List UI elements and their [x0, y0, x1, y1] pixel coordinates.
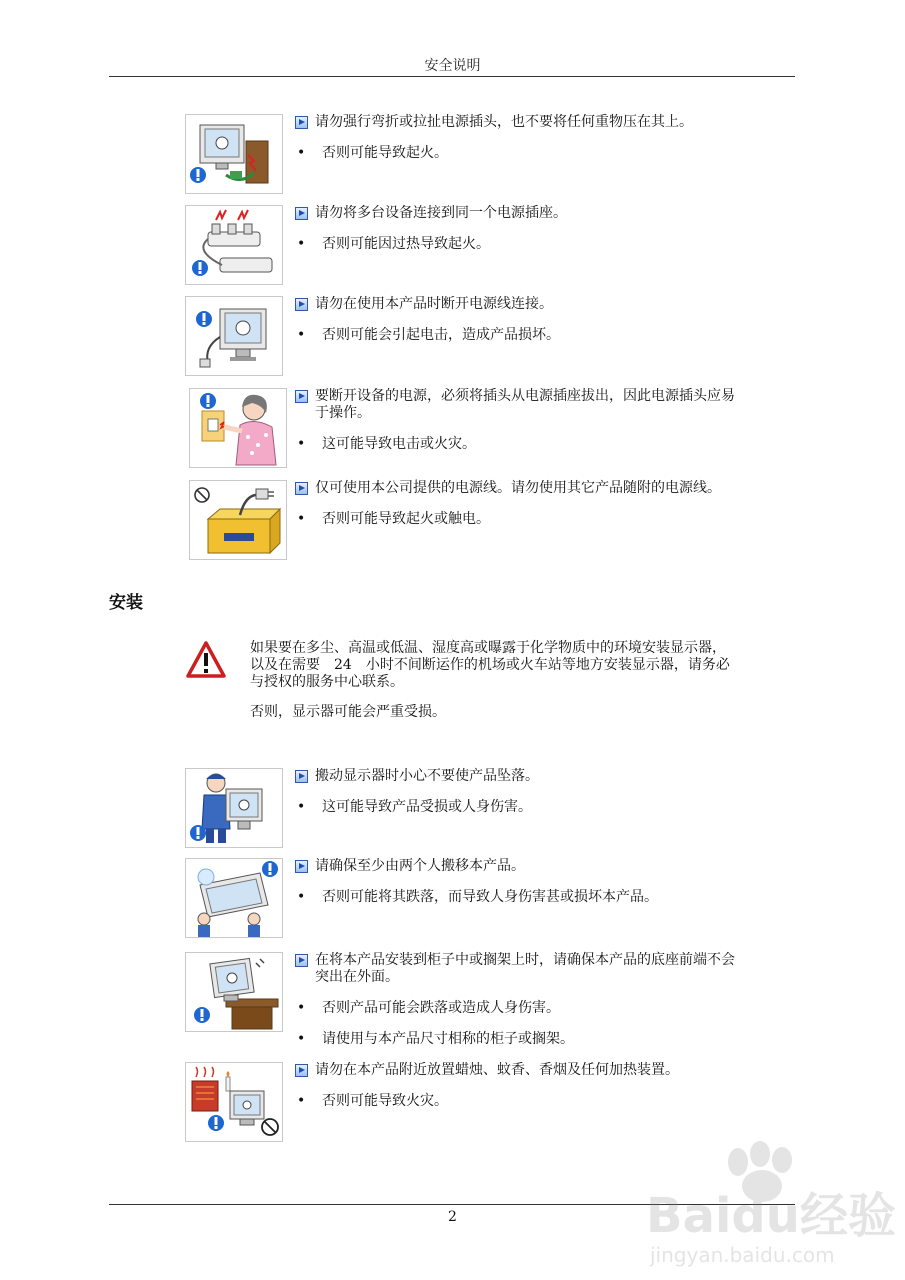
play-bullet-icon	[295, 390, 308, 403]
bullet-text: 否则可能导致起火或触电。	[322, 511, 490, 527]
bullet-dot: •	[297, 799, 306, 815]
play-bullet-icon	[295, 860, 308, 873]
item-title: 要断开设备的电源，必须将插头从电源插座拔出，因此电源插头应易于操作。	[315, 388, 735, 421]
item-title: 请勿强行弯折或拉扯电源插头，也不要将任何重物压在其上。	[315, 114, 693, 130]
bullet-dot: •	[297, 1093, 306, 1109]
warning-triangle-icon	[185, 640, 227, 680]
baidu-watermark-logo	[640, 1140, 896, 1270]
bullet-text: 这可能导致电击或火灾。	[322, 436, 476, 452]
bent-plug-icon	[185, 114, 283, 194]
svg-text:Baidu经验: Baidu经验	[646, 1188, 896, 1244]
woman-unplugging-icon	[189, 388, 287, 468]
bullet-text: 否则可能导致起火。	[322, 145, 448, 161]
play-bullet-icon	[295, 207, 308, 220]
bullet-dot: •	[297, 145, 306, 161]
item-title: 仅可使用本公司提供的电源线。请勿使用其它产品随附的电源线。	[315, 480, 721, 496]
section-heading: 安装	[109, 593, 143, 613]
overloaded-outlet-icon	[185, 205, 283, 285]
bullet-dot: •	[297, 1031, 306, 1047]
item-bullet	[295, 436, 735, 453]
item-title: 搬动显示器时小心不要使产品坠落。	[315, 768, 539, 784]
play-bullet-icon	[295, 116, 308, 129]
page-header-title: 安全说明	[424, 58, 481, 74]
power-cord-box-icon	[189, 480, 287, 560]
bullet-dot: •	[297, 511, 306, 527]
play-bullet-icon	[295, 1064, 308, 1077]
bullet-dot: •	[297, 236, 306, 252]
bullet-text: 否则可能导致火灾。	[322, 1093, 448, 1109]
item-title: 请勿在使用本产品时断开电源线连接。	[315, 296, 553, 312]
bullet-text: 否则可能因过热导致起火。	[322, 236, 490, 252]
bullet-text: 否则产品可能会跌落或造成人身伤害。	[322, 1000, 560, 1016]
item-bullet	[295, 327, 735, 344]
item-bullet	[295, 799, 735, 816]
monitor-on-shelf-icon	[185, 952, 283, 1032]
bullet-dot: •	[297, 327, 306, 343]
play-bullet-icon	[295, 954, 308, 967]
bullet-dot: •	[297, 1000, 306, 1016]
warning-paragraph: 如果要在多尘、高温或低温、湿度高或曝露于化学物质中的环境安装显示器，以及在需要 24 小时不间断运作的机场或火车站等地方安装显示器，请务必与授权的服务中心联系。	[250, 640, 730, 690]
svg-text:jingyan.baidu.com: jingyan.baidu.com	[650, 1243, 835, 1267]
bullet-dot: •	[297, 889, 306, 905]
bullet-text: 否则可能会引起电击，造成产品损坏。	[322, 327, 560, 343]
item-title: 请勿在本产品附近放置蜡烛、蚊香、香烟及任何加热装置。	[315, 1062, 679, 1078]
item-bullet	[295, 1093, 735, 1110]
item-bullet	[295, 511, 735, 528]
item-title: 请确保至少由两个人搬移本产品。	[315, 858, 525, 874]
bullet-text: 否则可能将其跌落，而导致人身伤害甚或损坏本产品。	[322, 889, 658, 905]
play-bullet-icon	[295, 770, 308, 783]
item-bullet	[295, 889, 735, 906]
item-title: 在将本产品安装到柜子中或搁架上时，请确保本产品的底座前端不会突出在外面。	[315, 952, 735, 985]
unplug-monitor-icon	[185, 296, 283, 376]
item-bullet	[295, 1031, 735, 1048]
bullet-dot: •	[297, 436, 306, 452]
candle-heater-icon	[185, 1062, 283, 1142]
item-bullet	[295, 145, 735, 162]
play-bullet-icon	[295, 482, 308, 495]
item-bullet	[295, 1000, 735, 1017]
bullet-text: 这可能导致产品受损或人身伤害。	[322, 799, 532, 815]
page-number: 2	[448, 1209, 457, 1225]
item-title: 请勿将多台设备连接到同一个电源插座。	[315, 205, 567, 221]
bullet-text: 请使用与本产品尺寸相称的柜子或搁架。	[322, 1031, 574, 1047]
warning-paragraph: 否则，显示器可能会严重受损。	[250, 704, 446, 720]
item-bullet	[295, 236, 735, 253]
carry-monitor-icon	[185, 768, 283, 848]
two-people-carry-icon	[185, 858, 283, 938]
play-bullet-icon	[295, 298, 308, 311]
header-rule	[109, 76, 795, 77]
